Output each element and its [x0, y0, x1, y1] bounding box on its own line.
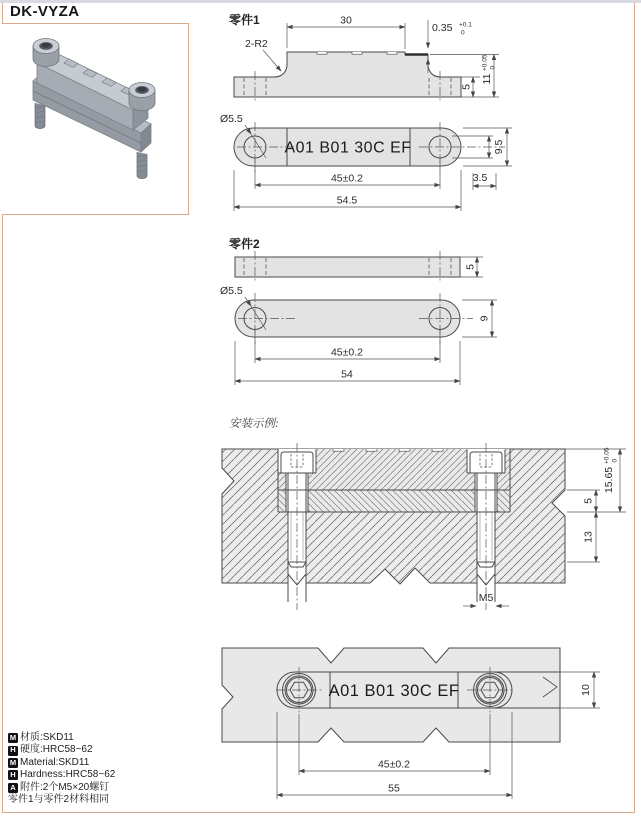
- spec-material-en: [8, 757, 188, 769]
- dim-part1-hole-dia: Ø5.5: [220, 113, 243, 125]
- dim-part2-thickness: 5: [464, 264, 477, 270]
- spec-note-text: 零件1与零件2材料相同: [8, 794, 110, 806]
- dim-thread-depth: 13: [582, 531, 595, 543]
- dim-thread: M5: [478, 592, 494, 604]
- dim-depth-group: [603, 447, 619, 493]
- svg-text:11: 11: [481, 73, 493, 85]
- dim-part2-hole-dia: Ø5.5: [220, 285, 243, 297]
- installation-section-view: [222, 417, 626, 610]
- material-badge: M: [9, 757, 17, 767]
- dim-part2-pitch: 45±0.2: [330, 346, 364, 359]
- spec-text: 材质:SKD11: [20, 732, 74, 743]
- spec-note: [8, 794, 188, 806]
- spec-list: [8, 732, 188, 806]
- dim-part1-width: 9.5: [493, 139, 505, 155]
- hardness-badge: H: [8, 770, 18, 780]
- spec-text: 附件:2个M5×20螺钉: [20, 781, 110, 793]
- installation-bottom-view: [222, 648, 600, 799]
- dim-part1-pitch: 45±0.2: [330, 172, 364, 185]
- dim-part2-width: 9: [478, 315, 491, 322]
- dim-part1-top-width: 30: [340, 14, 352, 27]
- dim-part1-end-height: 5: [460, 84, 473, 90]
- installation-marking-text: A01 B01 30C EF: [328, 682, 460, 700]
- svg-text:+0.05: +0.05: [603, 447, 611, 464]
- dim-part1-fillet: 2-R2: [245, 38, 268, 50]
- dim-part1-length: 54.5: [336, 194, 358, 207]
- installation-label: 安装示例:: [229, 418, 279, 430]
- spec-hardness-cn: [8, 744, 188, 756]
- spec-accessory: [8, 782, 188, 794]
- svg-text:15.65: 15.65: [603, 466, 615, 494]
- page-title: DK-VYZA: [10, 3, 80, 20]
- part1-marking-text: A01 B01 30C EF: [284, 139, 412, 157]
- spec-text: Hardness:HRC58~62: [20, 769, 116, 781]
- dim-part1-step: 0.35: [432, 22, 453, 34]
- part2-side-view: [229, 236, 483, 283]
- spec-text: Material:SKD11: [20, 756, 90, 768]
- part2-label: 零件2: [229, 237, 260, 251]
- spec-hardness-en: [8, 769, 188, 781]
- spec-text: 硬度:HRC58~62: [20, 744, 93, 756]
- svg-text:+0.05: +0.05: [481, 54, 489, 71]
- material-badge: M: [9, 733, 17, 742]
- svg-text:0: 0: [611, 458, 619, 463]
- part1-label: 零件1: [229, 13, 260, 27]
- dim-install-pitch: 45±0.2: [377, 758, 411, 771]
- part1-plan-view: [220, 113, 512, 211]
- dim-part1-edge: 3.5: [472, 172, 488, 184]
- hardness-badge: H: [8, 746, 18, 756]
- svg-text:0: 0: [489, 65, 497, 70]
- dim-part1-step-tol-dn: 0: [461, 29, 465, 37]
- dim-slot-length: 55: [388, 782, 400, 795]
- part1-side-view: [229, 12, 499, 103]
- spec-material-cn: [8, 732, 188, 744]
- dim-part2-length: 54: [341, 368, 353, 381]
- part2-plan-view: [220, 285, 497, 385]
- accessory-badge: A: [8, 783, 18, 793]
- dim-plate: 5: [582, 498, 595, 504]
- dim-slot-width: 10: [580, 684, 592, 696]
- dim-part1-step-tol-up: +0.1: [459, 21, 472, 29]
